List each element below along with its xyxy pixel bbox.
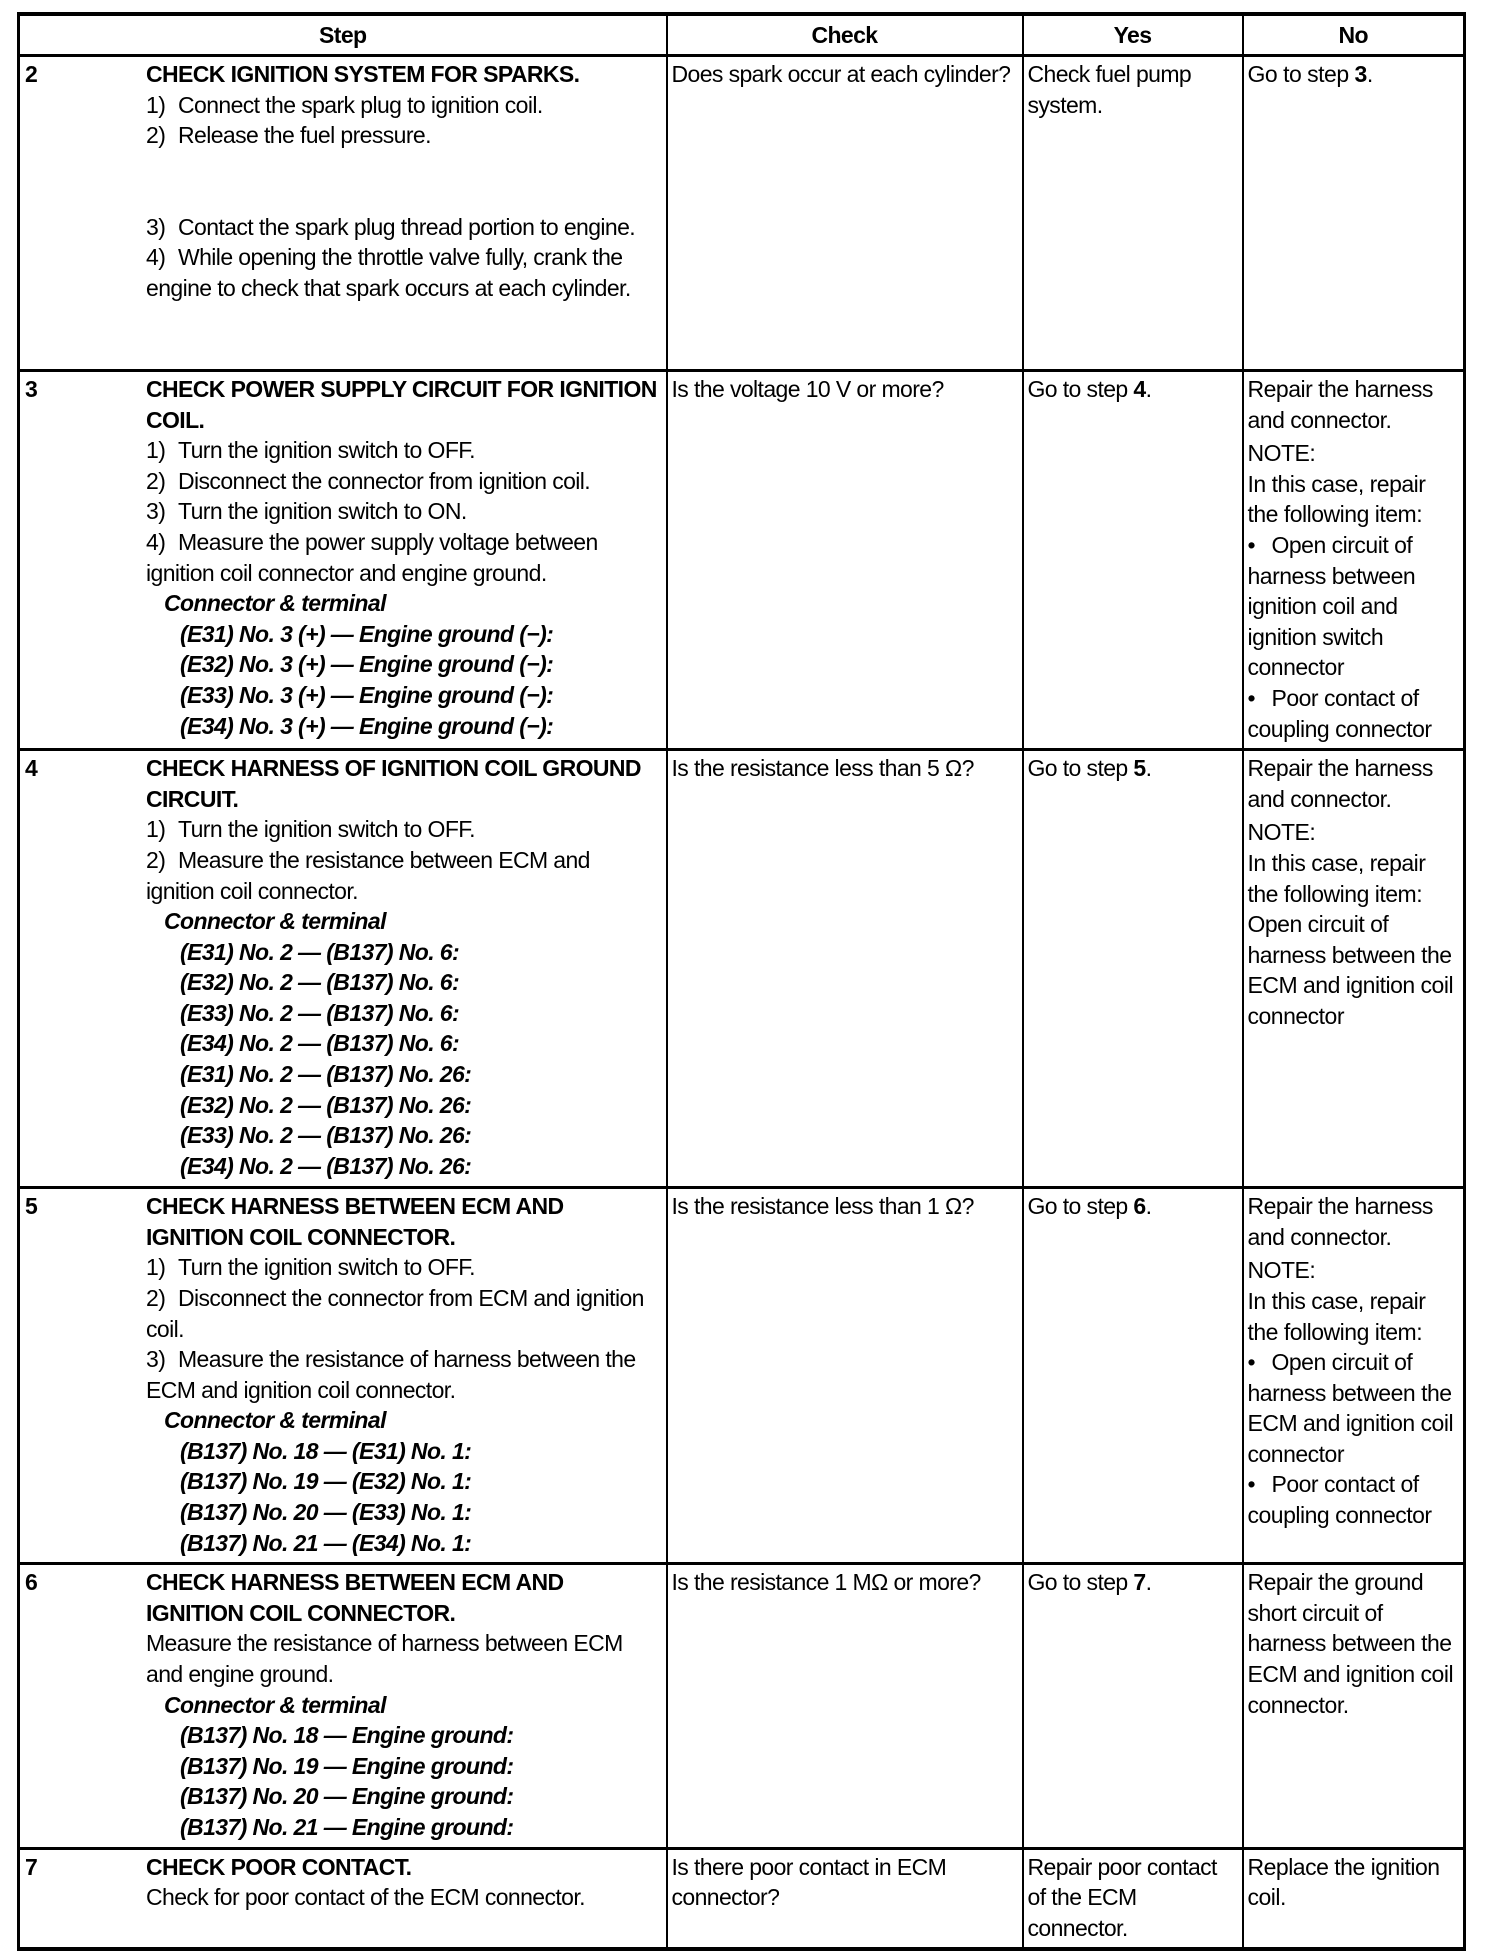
- header-row: [19, 14, 1465, 56]
- no-cell: Go to step 3.: [1243, 56, 1465, 371]
- terminal-item: (B137) No. 20 — Engine ground:: [180, 1783, 514, 1810]
- step-number: 6: [25, 1569, 38, 1596]
- procedure-item: 1) Turn the ignition switch to OFF.: [146, 1254, 475, 1281]
- terminal-item: (E33) No. 3 (+) — Engine ground (−):: [180, 681, 554, 708]
- check-cell: Is the voltage 10 V or more?: [667, 371, 1023, 750]
- terminal-item: (B137) No. 20 — (E33) No. 1:: [180, 1499, 472, 1526]
- terminal-item: (E32) No. 3 (+) — Engine ground (−):: [180, 651, 554, 678]
- note-text: In this case, repair the following item:: [1247, 1287, 1426, 1345]
- note-label: NOTE:: [1247, 1257, 1316, 1284]
- table-row-step-3: [19, 371, 1465, 750]
- step-link: 3: [1354, 61, 1367, 87]
- step-link: 4: [1133, 376, 1146, 402]
- terminal-item: (B137) No. 21 — Engine ground:: [180, 1814, 514, 1840]
- note-bullet: • Open circuit of harness between the ECM and ignition coil connector: [1247, 1349, 1454, 1467]
- no-action: Repair the harness and connector.: [1247, 376, 1433, 433]
- connector-terminal-label: Connector & terminal: [164, 1691, 386, 1718]
- step-title: CHECK HARNESS BETWEEN ECM AND IGNITION COIL CONNECTOR.: [146, 1193, 564, 1250]
- no-action: Repair the harness and connector.: [1247, 1193, 1433, 1250]
- table-row-step-7: [19, 1848, 1465, 1949]
- note-item: Open circuit of harness between the ECM and ignition coil connector: [1247, 911, 1454, 1029]
- step-link: 6: [1133, 1193, 1146, 1220]
- terminal-item: (B137) No. 19 — Engine ground:: [180, 1752, 514, 1779]
- step-number: 3: [25, 376, 38, 402]
- procedure-item: 3) Contact the spark plug thread portion to engine.: [146, 213, 636, 240]
- procedure-item: 3) Measure the resistance of harness between the ECM and ignition coil connector.: [146, 1346, 636, 1403]
- bullet-icon: •: [1247, 1471, 1256, 1498]
- step-cell: [19, 56, 667, 371]
- step-title: CHECK HARNESS OF IGNITION COIL GROUND CIRCUIT.: [146, 755, 641, 812]
- terminal-item: (E31) No. 3 (+) — Engine ground (−):: [180, 620, 554, 647]
- procedure-item: 2) Release the fuel pressure.: [146, 122, 431, 149]
- step-number: 4: [25, 755, 38, 782]
- step-title: CHECK HARNESS BETWEEN ECM AND IGNITION COIL CONNECTOR.: [146, 1569, 564, 1626]
- terminal-item: (B137) No. 18 — Engine ground:: [180, 1722, 514, 1749]
- step-title: CHECK POWER SUPPLY CIRCUIT FOR IGNITION COIL.: [146, 376, 657, 433]
- procedure-text: Measure the resistance of harness between ECM and engine ground.: [146, 1630, 623, 1688]
- step-cell: [19, 371, 667, 750]
- yes-cell: Go to step 5.: [1023, 750, 1243, 1188]
- note-text: In this case, repair the following item:: [1247, 470, 1426, 528]
- step-title: CHECK POOR CONTACT.: [146, 1853, 412, 1880]
- header-yes: Yes: [1023, 14, 1243, 56]
- no-cell: [1243, 750, 1465, 1188]
- step-number: 7: [25, 1853, 38, 1880]
- yes-cell: Check fuel pump system.: [1023, 56, 1243, 371]
- step-number: 5: [25, 1193, 38, 1220]
- terminal-item: (E31) No. 2 — (B137) No. 26:: [180, 1061, 472, 1088]
- yes-cell: Go to step 4.: [1023, 371, 1243, 750]
- diagnostic-table: [17, 12, 1466, 1951]
- step-number: 2: [25, 61, 38, 87]
- header-step: Step: [19, 14, 667, 56]
- procedure-item: 4) While opening the throttle valve fully, crank the engine to check that spark occurs at each cylinder.: [146, 244, 631, 301]
- header-no: No: [1243, 14, 1465, 56]
- no-action: Repair the harness and connector.: [1247, 755, 1433, 812]
- procedure-item: 2) Disconnect the connector from ECM and ignition coil.: [146, 1284, 644, 1342]
- terminal-item: (E34) No. 2 — (B137) No. 6:: [180, 1030, 460, 1057]
- no-cell: [1243, 371, 1465, 750]
- yes-cell: Repair poor contact of the ECM connector.: [1023, 1848, 1243, 1949]
- step-link: 7: [1133, 1569, 1146, 1596]
- terminal-item: (E31) No. 2 — (B137) No. 6:: [180, 938, 460, 965]
- check-cell: Is the resistance less than 1 Ω?: [667, 1188, 1023, 1564]
- procedure-item: 1) Turn the ignition switch to OFF.: [146, 437, 475, 464]
- no-cell: [1243, 1188, 1465, 1564]
- terminal-item: (E34) No. 3 (+) — Engine ground (−):: [180, 712, 554, 739]
- bullet-icon: •: [1247, 684, 1256, 711]
- step-cell: [19, 1188, 667, 1564]
- check-cell: Is there poor contact in ECM connector?: [667, 1848, 1023, 1949]
- note-label: NOTE:: [1247, 819, 1316, 846]
- terminal-item: (E32) No. 2 — (B137) No. 6:: [180, 969, 460, 996]
- terminal-item: (E33) No. 2 — (B137) No. 6:: [180, 999, 460, 1026]
- yes-cell: Go to step 6.: [1023, 1188, 1243, 1564]
- step-cell: [19, 1564, 667, 1848]
- table-row-step-4: [19, 750, 1465, 1188]
- bullet-icon: •: [1247, 1349, 1256, 1376]
- terminal-item: (E32) No. 2 — (B137) No. 26:: [180, 1091, 472, 1118]
- check-cell: Is the resistance 1 MΩ or more?: [667, 1564, 1023, 1848]
- step-cell: [19, 750, 667, 1188]
- connector-terminal-label: Connector & terminal: [164, 590, 386, 617]
- procedure-item: 2) Measure the resistance between ECM and ignition coil connector.: [146, 846, 590, 904]
- step-title: CHECK IGNITION SYSTEM FOR SPARKS.: [146, 61, 580, 87]
- no-cell: Replace the ignition coil.: [1243, 1848, 1465, 1949]
- terminal-item: (B137) No. 19 — (E32) No. 1:: [180, 1468, 472, 1495]
- step-cell: [19, 1848, 667, 1949]
- no-cell: Repair the ground short circuit of harness between the ECM and ignition coil connector.: [1243, 1564, 1465, 1848]
- table-row-step-6: [19, 1564, 1465, 1848]
- terminal-item: (B137) No. 21 — (E34) No. 1:: [180, 1529, 472, 1556]
- procedure-item: 1) Turn the ignition switch to OFF.: [146, 816, 475, 843]
- table-row-step-2: [19, 56, 1465, 371]
- blank-space: [146, 151, 664, 212]
- note-bullet: • Poor contact of coupling connector: [1247, 1471, 1432, 1529]
- connector-terminal-label: Connector & terminal: [164, 1407, 386, 1434]
- procedure-item: 4) Measure the power supply voltage between ignition coil connector and engine ground.: [146, 528, 598, 586]
- check-cell: Does spark occur at each cylinder?: [667, 56, 1023, 371]
- procedure-item: 2) Disconnect the connector from ignition coil.: [146, 467, 591, 494]
- terminal-item: (E33) No. 2 — (B137) No. 26:: [180, 1122, 472, 1149]
- note-label: NOTE:: [1247, 440, 1316, 467]
- step-link: 5: [1133, 755, 1146, 782]
- procedure-item: 3) Turn the ignition switch to ON.: [146, 498, 467, 525]
- note-bullet: • Open circuit of harness between ignition coil and ignition switch connector: [1247, 531, 1416, 681]
- note-bullet: • Poor contact of coupling connector: [1247, 684, 1432, 742]
- bullet-icon: •: [1247, 531, 1256, 558]
- table-row-step-5: [19, 1188, 1465, 1564]
- yes-cell: Go to step 7.: [1023, 1564, 1243, 1848]
- procedure-text: Check for poor contact of the ECM connector.: [146, 1884, 585, 1911]
- terminal-item: (E34) No. 2 — (B137) No. 26:: [180, 1152, 472, 1179]
- terminal-item: (B137) No. 18 — (E31) No. 1:: [180, 1437, 472, 1464]
- procedure-item: 1) Connect the spark plug to ignition coil.: [146, 91, 543, 118]
- connector-terminal-label: Connector & terminal: [164, 908, 386, 935]
- note-text: In this case, repair the following item:: [1247, 849, 1426, 907]
- check-cell: Is the resistance less than 5 Ω?: [667, 750, 1023, 1188]
- header-check: Check: [667, 14, 1023, 56]
